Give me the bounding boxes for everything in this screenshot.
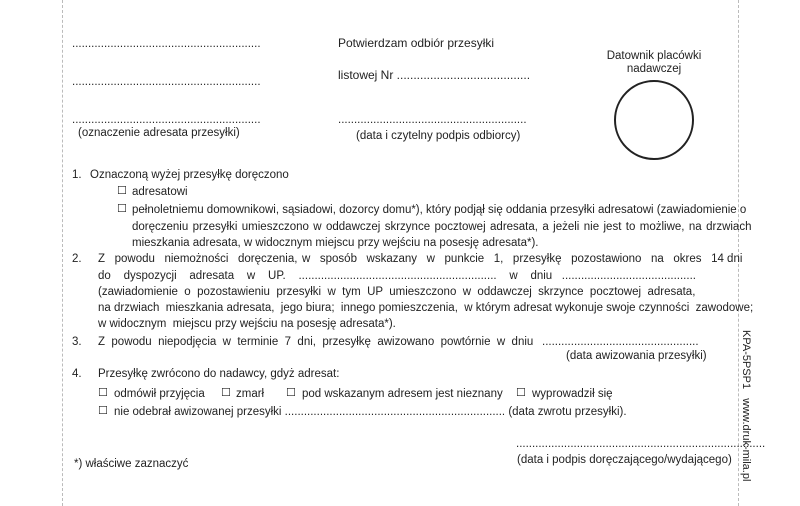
- recipient-signature-line: ...........................................................: [338, 114, 527, 126]
- section2-line5: w widocznym miejscu przy wejściu na posesję adresata*).: [98, 318, 396, 330]
- option-household-member-line2: doręczeniu przesyłki umieszczono w oddawczej skrzynce pocztowej adresata, a jeżeli nie jest to możliwe, na drzwiach: [132, 221, 752, 233]
- checkbox-household-member[interactable]: ☐: [117, 202, 127, 215]
- option-refused: odmówił przyjęcia: [114, 388, 205, 400]
- checkbox-died[interactable]: ☐: [221, 386, 231, 399]
- option-household-member-line3: mieszkania adresata, w widocznym miejscu przy wejściu na posesję adresata*).: [132, 237, 539, 249]
- section4-heading: Przesyłkę zwrócono do nadawcy, gdyż adresat:: [98, 368, 340, 380]
- option-died: zmarł: [236, 388, 265, 400]
- section1-heading: Oznaczoną wyżej przesyłkę doręczono: [90, 169, 289, 181]
- addressee-label: (oznaczenie adresata przesyłki): [78, 127, 240, 139]
- side-print-info: KPA-5PSP1 www.druk-mila.pl: [740, 330, 752, 482]
- section1-number: 1.: [72, 169, 82, 181]
- postmark-label: [598, 50, 710, 76]
- checkbox-unknown[interactable]: ☐: [286, 386, 296, 399]
- addressee-line-2: ...........................................................: [72, 76, 261, 88]
- option-household-member-text1: pełnoletniemu domownikowi, sąsiadowi, dozorcy domu*), który podjął się oddania przesyłki adresatowi (zawiadomienie o: [132, 204, 747, 216]
- section3-date-line: .................................................: [542, 336, 699, 348]
- option-moved: wyprowadził się: [532, 388, 613, 400]
- section3-number: 3.: [72, 336, 82, 348]
- checkbox-not-collected[interactable]: ☐: [98, 404, 108, 417]
- left-cut-line: [62, 0, 63, 506]
- section2-line4: na drzwiach mieszkania adresata, jego biura; innego pomieszczenia, w którym adresat wykonuje swoje czynności zawodowe;: [98, 302, 754, 314]
- section3-date-label: (data awizowania przesyłki): [566, 350, 707, 362]
- section2-line2: do dyspozycji adresata w UP. .............................................................. w dniu ..........................................: [98, 270, 696, 282]
- section2-line1b: w sposób wskazany w punkcie 1, przesyłkę pozostawiono na okres 14 dni: [302, 253, 743, 265]
- postmark-label-line1: Datownik placówki: [606, 50, 702, 62]
- section2-line3: (zawiadomienie o pozostawieniu przesyłki w tym UP umieszczono w oddawczej skrzynce pocztowej adresata,: [98, 286, 696, 298]
- postmark-circle: [614, 80, 694, 160]
- checkbox-addressee[interactable]: ☐: [117, 184, 127, 197]
- confirm-parcel-number: listowej Nr ........................................: [338, 68, 531, 82]
- recipient-signature-label: (data i czytelny podpis odbiorcy): [356, 130, 521, 142]
- checkbox-refused[interactable]: ☐: [98, 386, 108, 399]
- addressee-line-3: ...........................................................: [72, 114, 261, 126]
- confirm-title: Potwierdzam odbiór przesyłki: [338, 36, 495, 50]
- checkbox-moved[interactable]: ☐: [516, 386, 526, 399]
- section4-number: 4.: [72, 368, 82, 380]
- option-addressee: adresatowi: [132, 186, 188, 198]
- section3-text: Z powodu niepodjęcia w terminie 7 dni, przesyłkę awizowano powtórnie w dniu: [98, 336, 534, 348]
- courier-signature-label: (data i podpis doręczającego/wydającego): [517, 454, 732, 466]
- addressee-line-1: ...........................................................: [72, 38, 261, 50]
- footnote: *) właściwe zaznaczyć: [74, 458, 189, 470]
- section2-number: 2.: [72, 253, 82, 265]
- option-household-member-line1: [132, 204, 747, 216]
- postmark-label-line2: nadawczej: [626, 63, 682, 75]
- section2-line1a: Z powodu niemożności doręczenia,: [98, 253, 298, 265]
- option-unknown: pod wskazanym adresem jest nieznany: [302, 388, 503, 400]
- option-not-collected: nie odebrał awizowanej przesyłki ..................................................................... (data zwrotu przesyłki).: [114, 406, 627, 418]
- courier-signature-line: ..............................................................................: [516, 438, 766, 450]
